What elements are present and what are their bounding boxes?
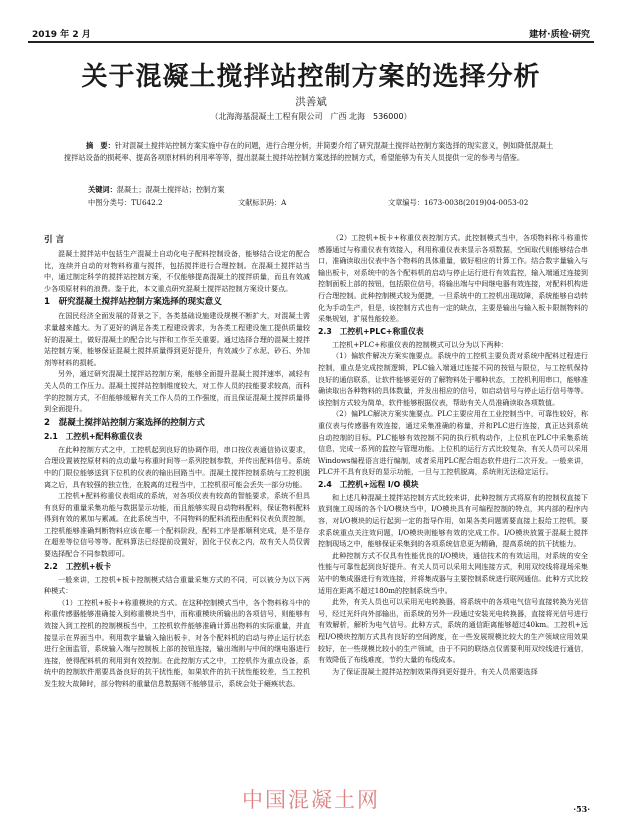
paragraph: （2）偏PLC解决方案实施要点。PLC主要应用在工业控制当中，可靠性较好，称重仪表与传感器有效连接，通过采集准确的称量，并和PLC进行连接，真正达到系统自动控制的目标。PLC能够有效控制不同的执行机构动作，上位机在PLC中采集系统信息，完成一系列的监控与管理功能。上位机的运行方式比较复杂，有关人员可以采用Windows编程语言进行编制，或者采用PLC配合组态软件进行二次开发。一般来讲，PLC并不具有良好的显示功能，一旦与工控机脱离，系统则无法稳定运行。	[318, 409, 588, 477]
paragraph: 工控机+配料称重仪表组成的系统，对各项仪表有较高的智能要求，系统不但具有良好的重量采集功能与数据显示功能，而且能够实现自动物料配料，保证物料配料得到有效的累加与累减。在此系统当中，不同物料的配料流程由配料仪表负责控制，工控机能够准确判断物料应该在哪一个配料阶段，配料工序是都顺利完成，是不是存在超差等位信号等等。配料算法已经提前设置好，固化于仪表之内，故有关人员仅需要选择配合不同参数即可。	[44, 491, 310, 559]
paragraph: 混凝土搅拌站中包括生产混凝土自动化电子配料控制设备，能够结合设定的配合比，连续并自动的对物料称重与搅拌，包括搅拌进行合理控制。在混凝土搅拌站当中，通过制定科学的搅拌站控制方案，不仅能够提高混凝土的搅拌质量，而且有效减少各项原材料的浪费。鉴于此，本文重点研究混凝土搅拌站控制方案设计要点。	[44, 249, 310, 293]
abstract-text: 针对混凝土搅拌站控制方案实施中存在的问题，进行合理分析，并简要介绍了研究混凝土搅拌站控制方案选择的现实意义，例如降低混凝土搅拌站设备的损耗率、提高各项原材料的利用率等等，提出混凝土搅拌站控制方案选择的控制方式，希望能够为有关人员提供一定的参考与借鉴。	[64, 141, 554, 162]
paragraph: （1）偏软件解决方案实施要点。系统中的工控机主要负责对系统中配料过程进行控制，重点是完成控制逻辑，PLC输入端通过连接不同的按钮与限位，与工控机保持良好的通信联系，让软件能够更好的了解物料处于哪种状态，工控机利用串口，能够准确读取出各种物料的具体数量，并发出相应的信号，如启动信号与停止运行信号等等。该控制方式较为简单，软件能够根据仪表，帮助有关人员准确读取各项数值。	[318, 351, 588, 407]
article-meta	[88, 198, 558, 208]
keywords-text: 混凝土；混凝土搅拌站；控制方案	[116, 185, 225, 194]
subsection-heading: 2.4 工控机+远程 I/O 模块	[318, 479, 419, 489]
paragraph: 和上述几种混凝土搅拌站控制方式比较来讲，此种控制方式将原有的控制权直接下放到施工现场的各个I/O模块当中，I/O模块具有可编程控制的特点，其内部的程序内容，对I/O模块的运行起到一定的指导作用，如果各类问题需要直接上报给工控机，要求系统重点关注效问题，I/O模块则能够有效的完成工作。I/O模块放置于混凝土搅拌控制现场之中，能够保证采集到的各项系统信息更为精确，提高系统的抗干扰能力。	[318, 492, 588, 549]
document-code: 文献标识码：A	[238, 198, 287, 207]
journal-section: 建材·质检·研究	[529, 30, 590, 40]
section-heading: 1 研究混凝土搅拌站控制方案选择的现实意义	[44, 297, 222, 308]
abstract	[64, 140, 558, 163]
page-number: ·53·	[573, 804, 590, 814]
keywords-label: 关键词：	[88, 185, 117, 194]
abstract-label: 摘 要：	[86, 141, 115, 150]
subsection-heading: 2.2 工控机+板卡	[44, 561, 112, 571]
clc-number: 中图分类号：TU642.2	[88, 198, 163, 207]
section-heading: 引 言	[44, 235, 65, 245]
paragraph: 另外，通过研究混凝土搅拌站控制方案，能够全面提升混凝土搅拌速率，减轻有关人员的工作压力。混凝土搅拌站控制维度较大，对工作人员的技能要求较高，而科学的控制方式，不但能够缓解有关工作人员的工作强度，而且保证混凝土搅拌质量得到全面提升。	[44, 369, 310, 414]
right-column	[318, 232, 588, 677]
paragraph: （1）工控机+板卡+称重模块的方式。在这种控制模式当中，各个物料称斗中的称重传感器能够准确接入到称重模块当中，而称重模块所输出的各项信号，则能够有效接入到工控机的控制模板当中，工控机软件能够准确计算出物料的实际重量，并直接显示在界面当中。利用数字量输入输出板卡，对各个配料机的启动与停止运行状态进行全面监管，系统输入端与控制板上部的按钮连接，输出端则与中间的继电器进行连接，使得配料机的利用到有效控制。在此控制方式之中，工控机作为重点设备，系统中的控制软件需要具备良好的抗干扰性能，如果软件的抗干扰性能较差，当工控机发生较大故障时，部分物料的重量信息数据则不能够显示，系统会处于瘫痪状态。	[44, 597, 310, 688]
paragraph: 一般来讲，工控机+板卡控制模式结合重量采集方式的不同，可以被分为以下两种模式：	[44, 574, 310, 596]
paragraph: 在国民经济全面发展的背景之下，各类基础设施建设规模不断扩大，对混凝土需求量越来越大。为了更好的满足各类工程建设需求，为各类工程建设施工提供质量较好的混凝土，做好混凝土的配合比与拌和工作至关重要。通过选择合理的混凝土搅拌站控制方案，能够保证混凝土搅拌质量得到更好提升，有效减少了水泥、砂石、外加剂等材料的损耗。	[44, 311, 310, 367]
watermark: 中国混凝土网	[242, 788, 380, 812]
author: 洪善斌	[295, 96, 327, 108]
paragraph: 此外，有关人员也可以采用光电转换器，将系统中的各项电气信号直接转换为光信号，经过光纤向外部输出，而系统的另外一段通过安装光电转换器，直接将光信号进行有效解析，解析为电气信号。此种方式，系统的通信距离能够超过40km。工控机+远程I/O模块控制方式具有良好的空间跨度，在一些发展规模比较大的生产领域应用效果较好，在一些规模比较小的生产领域，由于不同的联络点仅需要利用双绞线进行通信，有效降低了布线难度，节约大量的布线成本。	[318, 597, 588, 665]
paragraph: 此种控制方式不仅具有性能优良的I/O模块，通信技术的有效运用，对系统的安全性能与可靠性起到良好提升。有关人员可以采用太网连接方式，利用双绞线将现场采集站中的集成器进行有效连接，并将集成器与主要控制系统进行联网通信。此种方式比较适用在距离不超过180m的控制系统当中。	[318, 550, 588, 595]
article-id: 文章编号：1673-0038(2019)04-0053-02	[388, 198, 529, 207]
paper-title: 关于混凝土搅拌站控制方案的选择分析	[81, 62, 541, 92]
header-divider	[28, 41, 594, 43]
keywords	[88, 185, 225, 195]
subsection-heading: 2.1 工控机+配料称重仪表	[44, 431, 143, 441]
subsection-heading: 2.3 工控机+PLC+称重仪表	[318, 326, 424, 336]
paragraph: 在此种控制方式之中，工控机起到良好的协调作用，串口按仪表通信协议要求，合理设置被控原材料的点动量与称重时间等一系列控制参数，并传出配料信号。系统中的门限位能够送到下位机的仪表的输出回路当中。混凝土搅拌控制系统与工控机脱离之后，具有较强的独立性，在脱离的过程当中，工控机很可能会丢失一部分功能。	[44, 444, 310, 489]
affiliation: （北海海基混凝土工程有限公司 广西 北海 536000）	[210, 112, 412, 121]
paragraph: 工控机+PLC+称重仪表的控制模式可以分为以下两种：	[332, 339, 508, 349]
section-heading: 2 混凝土搅拌站控制方案选择的控制方式	[44, 417, 205, 428]
paragraph: 为了保证混凝土搅拌站控制效果得到更好提升，有关人员需要选择	[332, 666, 538, 676]
journal-date: 2019 年 2 月	[32, 30, 91, 40]
paragraph: （2）工控机+板卡+称重仪表控制方式。此控制模式当中，各项物料称斗称重传感器通过与称重仪表有效接入，利用称重仪表来显示各项数据，空间取代则能够结合串口，准确读取出仪表中各个物料的具体重量，做好相应的计算工作。结合数字量输入与输出板卡，对系统中的各个配料机的启动与停止运行进行有效监控，输入端通过连接到控制面板上部的按钮，包括限位信号，将输出端与中间继电器有效连接，对配料机构进行合理控制。此种控制模式较为便捷，一旦系统中的工控机出现故障，系统能够自动转化为手动生产，但是，该控制方式也有一定的缺点，主要是输出与输入板卡限制物料的采集规划，扩展性能较差。	[318, 233, 588, 324]
left-column	[44, 232, 310, 690]
